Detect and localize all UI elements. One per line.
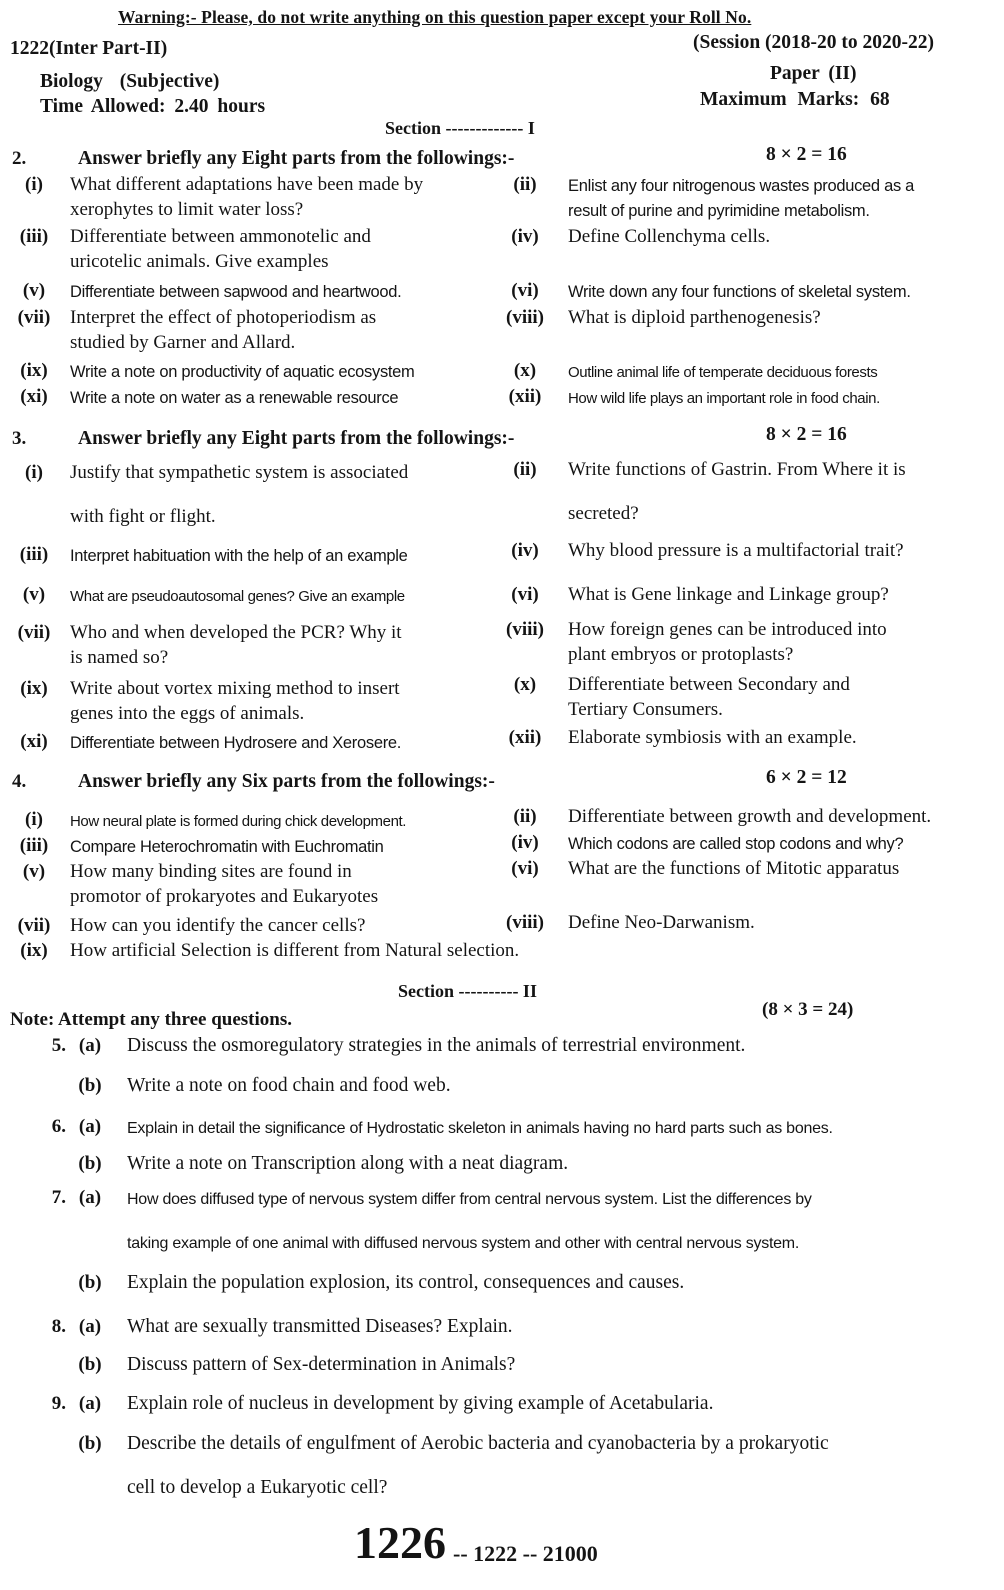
q2-xi-label: (xi) [20, 386, 48, 407]
q2-viii-label: (viii) [506, 307, 544, 328]
question-3-header [0, 424, 1004, 449]
q3-i-label: (i) [25, 462, 43, 483]
q6-b-label: (b) [78, 1153, 102, 1174]
q3-x-text: Differentiate between Secondary and Tertiary Consumers. [568, 674, 850, 720]
q2-iii-label: (iii) [19, 226, 49, 247]
question-9-row [0, 1422, 1004, 1498]
section-1-heading: Section ------------- I [385, 118, 535, 138]
q3-iv-text: Why blood pressure is a multifactorial trait? [568, 540, 904, 561]
q2-x-text: Outline animal life of temperate deciduous forests [568, 364, 878, 381]
q2-xi-text: Write a note on water as a renewable resource [70, 389, 399, 407]
question-8-row [0, 1352, 1004, 1375]
q3-ii-label: (ii) [513, 459, 537, 480]
subject: Biology (Subjective) [40, 71, 220, 92]
q2-vi-label: (vi) [511, 280, 539, 301]
q2-i-text: What different adaptations have been made by xerophytes to limit water loss? [70, 174, 424, 220]
q8-a-label: (a) [78, 1316, 102, 1337]
q4-vii-text: How can you identify the cancer cells? [70, 915, 366, 936]
q5-a-text: Discuss the osmoregulatory strategies in the animals of terrestrial environment. [127, 1035, 746, 1056]
q4-iii-text: Compare Heterochromatin with Euchromatin [70, 838, 384, 856]
q2-ii-text: Enlist any four nitrogenous wastes produced as a result of purine and pyrimidine metabolism. [568, 177, 915, 220]
q3-ix-text: Write about vortex mixing method to insert genes into the eggs of animals. [70, 678, 400, 724]
q4-viii-text: Define Neo-Darwanism. [568, 912, 755, 933]
question-6-number: 6. [51, 1116, 66, 1137]
q7-b-label: (b) [78, 1272, 102, 1293]
question-2-row [0, 358, 1004, 381]
q2-i-label: (i) [25, 174, 43, 195]
footer-code-large: 1226 [354, 1517, 446, 1568]
question-2-row [0, 224, 1004, 272]
question-3-number: 3. [12, 428, 27, 449]
q2-vii-text: Interpret the effect of photoperiodism as studied by Garner and Allard. [70, 307, 377, 353]
q2-xii-label: (xii) [508, 386, 542, 407]
question-2-row [0, 384, 1004, 407]
question-8-number: 8. [51, 1316, 66, 1337]
q4-vi-text: What are the functions of Mitotic apparatus [568, 858, 900, 879]
q3-v-label: (v) [22, 584, 46, 605]
q4-viii-label: (viii) [506, 912, 544, 933]
question-4-marks: 6 × 2 = 12 [766, 767, 847, 788]
question-4-row [0, 912, 1004, 936]
question-4-number: 4. [12, 771, 27, 792]
question-3-row [0, 582, 1004, 605]
q4-ii-text: Differentiate between growth and development. [568, 806, 932, 827]
paper-code: 1222(Inter Part-II) [10, 38, 168, 59]
q2-vii-label: (vii) [17, 307, 51, 328]
question-4-row [0, 832, 1004, 856]
question-6-row [0, 1151, 1004, 1174]
question-3-row [0, 451, 1004, 527]
q3-ii-text: Write functions of Gastrin. From Where it is secreted? [568, 459, 906, 524]
question-2-row [0, 172, 1004, 220]
q4-vii-label: (vii) [17, 915, 51, 936]
question-2-instruction: Answer briefly any Eight parts from the followings:- [78, 148, 515, 169]
question-3-marks: 8 × 2 = 16 [766, 424, 847, 445]
q5-b-text: Write a note on food chain and food web. [127, 1075, 451, 1096]
q4-v-text: How many binding sites are found in promotor of prokaryotes and Eukaryotes [70, 861, 379, 907]
q3-iii-label: (iii) [19, 544, 49, 565]
question-9-row [0, 1391, 1004, 1414]
maximum-marks: Maximum Marks: 68 [700, 89, 890, 110]
question-3-row [0, 619, 1004, 668]
q3-v-text: What are pseudoautosomal genes? Give an example [70, 588, 405, 605]
question-7-row [0, 1176, 1004, 1252]
q9-a-text: Explain role of nucleus in development by giving example of Acetabularia. [127, 1393, 714, 1414]
q4-iv-label: (iv) [511, 832, 539, 853]
question-8-row [0, 1314, 1004, 1337]
question-5-row [0, 1073, 1004, 1096]
q4-vi-label: (vi) [511, 858, 539, 879]
warning-notice: Warning:- Please, do not write anything on this question paper except your Roll No. [118, 7, 752, 27]
question-4-row [0, 806, 1004, 830]
question-7-row [0, 1270, 1004, 1293]
q2-viii-text: What is diploid parthenogenesis? [568, 307, 821, 328]
paper-number: Paper (II) [770, 63, 857, 84]
q2-v-label: (v) [22, 280, 46, 301]
q4-iii-label: (iii) [19, 835, 49, 856]
q3-iv-label: (iv) [511, 540, 539, 561]
question-7-number: 7. [51, 1187, 66, 1208]
question-3-row [0, 674, 1004, 724]
question-4-row [0, 858, 1004, 907]
q2-ix-text: Write a note on productivity of aquatic ecosystem [70, 363, 415, 381]
q9-a-label: (a) [78, 1393, 102, 1414]
question-2-number: 2. [12, 148, 27, 169]
time-allowed: Time Allowed: 2.40 hours [40, 96, 266, 117]
section-2-marks: (8 × 3 = 24) [762, 999, 854, 1020]
question-5-row [0, 1033, 1004, 1056]
q5-a-label: (a) [78, 1035, 102, 1056]
q7-b-text: Explain the population explosion, its control, consequences and causes. [127, 1272, 685, 1293]
q2-x-label: (x) [513, 360, 537, 381]
q4-ii-label: (ii) [513, 806, 537, 827]
q2-ix-label: (ix) [20, 360, 48, 381]
q3-xii-text: Elaborate symbiosis with an example. [568, 727, 857, 748]
q3-xii-label: (xii) [508, 727, 542, 748]
q7-a-label: (a) [78, 1187, 102, 1208]
q3-viii-label: (viii) [506, 619, 544, 640]
q4-v-label: (v) [22, 861, 46, 882]
session: (Session (2018-20 to 2020-22) [693, 32, 935, 53]
question-2-marks: 8 × 2 = 16 [766, 144, 847, 165]
q2-v-text: Differentiate between sapwood and heartwood. [70, 283, 402, 301]
q5-b-label: (b) [78, 1075, 102, 1096]
question-2-header [0, 144, 1004, 169]
section-2-note: Note: Attempt any three questions. [10, 1009, 292, 1030]
q6-b-text: Write a note on Transcription along with a neat diagram. [127, 1153, 569, 1174]
q9-b-label: (b) [78, 1433, 102, 1454]
footer-code-rest: -- 1222 -- 21000 [453, 1541, 598, 1566]
question-2-row [0, 278, 1004, 301]
q3-ix-label: (ix) [20, 678, 48, 699]
section-2-heading: Section ---------- II [398, 981, 537, 1001]
q3-xi-label: (xi) [20, 731, 48, 752]
q3-x-label: (x) [513, 674, 537, 695]
question-4-row [0, 938, 1004, 961]
question-4-header [0, 767, 1004, 792]
q4-iv-text: Which codons are called stop codons and why? [568, 835, 904, 853]
q3-xi-text: Differentiate between Hydrosere and Xerosere. [70, 734, 402, 752]
q8-a-text: What are sexually transmitted Diseases? Explain. [127, 1316, 513, 1337]
q3-iii-text: Interpret habituation with the help of an example [70, 547, 408, 565]
q3-vi-text: What is Gene linkage and Linkage group? [568, 584, 889, 605]
question-3-row [0, 727, 1004, 752]
q6-a-text: Explain in detail the significance of Hydrostatic skeleton in animals having no hard parts such as bones. [127, 1120, 833, 1137]
q2-ii-label: (ii) [513, 174, 537, 195]
q4-i-label: (i) [25, 809, 43, 830]
q3-vii-text: Who and when developed the PCR? Why it is named so? [70, 622, 402, 668]
q4-ix-text: How artificial Selection is different from Natural selection. [70, 940, 520, 961]
question-5-number: 5. [51, 1035, 66, 1056]
q7-a-text: How does diffused type of nervous system differ from central nervous system. List the differences by taking example of one animal with diffused nervous system and other with central nervous system. [127, 1191, 812, 1252]
q4-ix-label: (ix) [20, 940, 48, 961]
question-9-number: 9. [51, 1393, 66, 1414]
question-4-instruction: Answer briefly any Six parts from the followings:- [78, 771, 495, 792]
q2-vi-text: Write down any four functions of skeletal system. [568, 283, 911, 301]
question-2-row [0, 305, 1004, 353]
question-3-instruction: Answer briefly any Eight parts from the followings:- [78, 428, 515, 449]
q6-a-label: (a) [78, 1116, 102, 1137]
q2-xii-text: How wild life plays an important role in food chain. [568, 390, 880, 407]
question-6-row [0, 1114, 1004, 1137]
q8-b-label: (b) [78, 1354, 102, 1375]
q3-viii-text: How foreign genes can be introduced into plant embryos or protoplasts? [568, 619, 887, 665]
q8-b-text: Discuss pattern of Sex-determination in Animals? [127, 1354, 516, 1375]
q2-iv-text: Define Collenchyma cells. [568, 226, 771, 247]
q2-iv-label: (iv) [511, 226, 539, 247]
q2-iii-text: Differentiate between ammonotelic and uricotelic animals. Give examples [70, 226, 371, 272]
q9-b-text: Describe the details of engulfment of Aerobic bacteria and cyanobacteria by a prokaryotic cell to develop a Eukaryotic cell? [127, 1433, 829, 1498]
q3-vii-label: (vii) [17, 622, 51, 643]
q4-i-text: How neural plate is formed during chick development. [70, 813, 407, 830]
question-3-row [0, 540, 1004, 565]
q3-i-text: Justify that sympathetic system is associated with fight or flight. [70, 462, 409, 527]
q3-vi-label: (vi) [511, 584, 539, 605]
